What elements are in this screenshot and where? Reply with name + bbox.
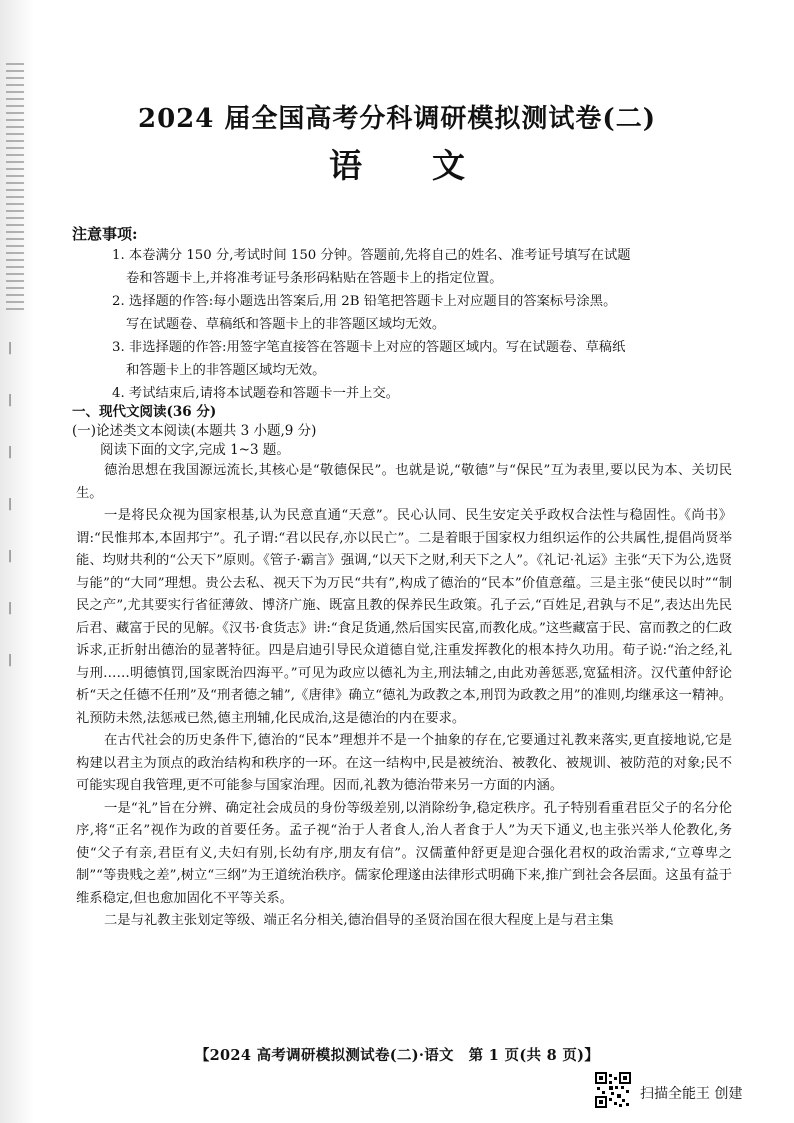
binding-mark: | xyxy=(8,340,13,354)
notice-item xyxy=(112,336,724,382)
part-heading: 一、现代文阅读(36 分) xyxy=(72,404,217,420)
notice-item xyxy=(112,244,724,290)
subpart-heading: (一)论述类文本阅读(本题共 3 小题,9 分) xyxy=(72,423,317,439)
notice-item xyxy=(112,290,724,336)
passage-paragraph: 一是“礼”旨在分辨、确定社会成员的身份等级差别,以消除纷争,稳定秩序。孔子特别看重君臣父子的名分伦序,将“正名”视作为政的首要任务。孟子视“治于人者食人,治人者食于人”为天下通义,也主张兴举人伦教化,务使“父子有亲,君臣有义,夫妇有别,长幼有序,朋友有信”。汉儒董仲舒更是迎合强化君权的政治需求,“立尊卑之制”“等贵贱之差”,树立“三纲”为王道统治秩序。儒家伦理遂由法律形式明确下来,推广到社会各层面。这虽有益于维系稳定,但也愈加固化不平等关系。 xyxy=(76,800,732,906)
binding-mark: | xyxy=(8,652,13,666)
passage xyxy=(76,460,732,933)
binding-mark: | xyxy=(8,496,13,510)
exam-title: 2024 届全国高考分科调研模拟测试卷(二) xyxy=(137,104,657,134)
qr-code-icon xyxy=(595,1072,631,1108)
binding-mark: | xyxy=(8,392,13,406)
passage-paragraph: 在古代社会的历史条件下,德治的“民本”理想并不是一个抽象的存在,它要通过礼教来落实,更直接地说,它是构建以君主为顶点的政治结构和秩序的一环。在这一结构中,民是被统治、被教化、被规训、被防范的对象;民不可能实现自我管理,更不可能参与国家治理。因而,礼教为德治带来另一方面的内涵。 xyxy=(76,733,732,793)
page-footer: 【2024 高考调研模拟测试卷(二)·语文 第 1 页(共 8 页)】 xyxy=(194,1047,600,1064)
notice-item-continuation: 卷和答题卡上,并将准考证号条形码粘贴在答题卡上的指定位置。 xyxy=(126,271,503,286)
passage-paragraph: 德治思想在我国源远流长,其核心是“敬德保民”。也就是说,“敬德”与“保民”互为表里,要以民为本、关切民生。 xyxy=(76,463,732,501)
passage-paragraph: 二是与礼教主张划定等级、端正名分相关,德治倡导的圣贤治国在很大程度上是与君主集 xyxy=(104,913,614,928)
passage-paragraph: 一是将民众视为国家根基,认为民意直通“天意”。民心认同、民生安定关乎政权合法性与稳固性。《尚书》谓:“民惟邦本,本固邦宁”。孔子谓:“君以民存,亦以民亡”。二是着眼于国家权力组织运作的公共属性,提倡尚贤举能、均财共利的“公天下”原则。《管子·霸言》强调,“以天下之财,利天下之人”。《礼记·礼运》主张“天下为公,选贤与能”的“大同”理想。贵公去私、视天下为万民“共有”,构成了德治的“民本”价值意蕴。三是主张“使民以时”“制民之产”,尤其要实行省征薄敛、博济广施、既富且教的保养民生政策。孔子云,“百姓足,君孰与不足”,表达出先民后君、藏富于民的见解。《汉书·食货志》讲:“食足货通,然后国实民富,而教化成。”这些藏富于民、富而教之的仁政诉求,正折射出德治的显著特征。四是启迪引导民众道德自觉,注重发挥教化的根本持久功用。荀子说:“治之经,礼与刑……明德慎罚,国家既治四海平。”可见为政应以德礼为主,刑法辅之,由此劝善惩恶,宽猛相济。汉代董仲舒论析“天之任德不任刑”及“刑者德之辅”,《唐律》确立“德礼为政教之本,刑罚为政教之用”的准则,均继承这一精神。礼预防未然,法惩戒已然,德主刑辅,化民成治,这是德治的内在要求。 xyxy=(76,508,732,726)
notice-item-continuation: 和答题卡上的非答题区域均无效。 xyxy=(126,363,326,378)
subject-title: 语文 xyxy=(329,146,535,185)
reading-instruction: 阅读下面的文字,完成 1~3 题。 xyxy=(100,442,290,458)
notice-item-line: 3. 非选择题的作答:用签字笔直接答在答题卡上对应的答题区域内。写在试题卷、草稿纸 xyxy=(112,340,626,355)
binding-mark: | xyxy=(8,600,13,614)
notice-item-continuation: 写在试题卷、草稿纸和答题卡上的非答题区域均无效。 xyxy=(126,317,446,332)
notice-item-line: 2. 选择题的作答:每小题选出答案后,用 2B 铅笔把答题卡上对应题目的答案标号涂黑。 xyxy=(112,294,617,309)
scanner-watermark: 扫描全能王 创建 xyxy=(640,1086,743,1102)
binding-mark: | xyxy=(8,548,13,562)
binding-marks xyxy=(8,340,22,704)
binding-mark: | xyxy=(8,444,13,458)
notice-list xyxy=(112,244,724,405)
notice-heading: 注意事项: xyxy=(72,225,138,243)
notice-item-line: 4. 考试结束后,请将本试题卷和答题卡一并上交。 xyxy=(112,386,400,401)
notice-item-line: 1. 本卷满分 150 分,考试时间 150 分钟。答题前,先将自己的姓名、准考证号填写在试题 xyxy=(112,248,631,263)
